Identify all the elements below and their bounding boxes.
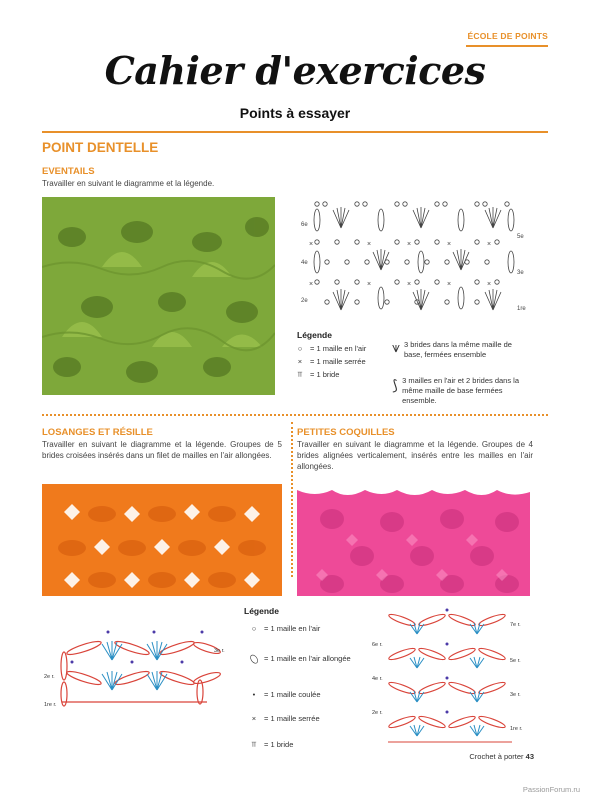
diagram-row-label: 7e r.: [510, 622, 521, 628]
eventails-swatch-image: [42, 197, 275, 395]
diagram-row-label: 3e r.: [510, 692, 521, 698]
eventails-heading: EVENTAILS: [42, 166, 95, 177]
page-footer: [469, 752, 534, 761]
title-divider: [42, 131, 548, 133]
legend-item: × = 1 maille serrée: [248, 714, 320, 724]
watermark: PassionForum.ru: [522, 785, 580, 794]
losanges-text: Travailler en suivant le diagramme et la légende. Groupes de 5 brides croisées insérés dans un filet de mailles en l'air allongées.: [42, 440, 282, 460]
diagram-row-label: 5e r.: [510, 658, 521, 664]
svg-text:×: ×: [487, 241, 492, 248]
section-tag: ÉCOLE DE POINTS: [467, 31, 548, 41]
legend-item: ⩛ 3 brides dans la même maille de base, fermées ensemble: [392, 339, 512, 359]
legend-item: ○ = 1 maille en l'air: [294, 344, 366, 354]
legend-title: Légende: [244, 606, 279, 616]
losanges-heading: LOSANGES ET RÉSILLE: [42, 427, 153, 438]
diagram-row-label: 6e: [301, 222, 308, 228]
single-crochet-icon: ×: [251, 714, 257, 723]
diagram-row-label: 5e: [517, 234, 524, 240]
diagram-row-label: 2e r.: [372, 710, 383, 716]
coquilles-heading: PETITES COQUILLES: [297, 427, 395, 438]
elongated-chain-icon: ⬯: [246, 651, 262, 667]
diagram-row-label: 1re r.: [44, 702, 57, 708]
svg-text:×: ×: [367, 281, 372, 288]
svg-text:×: ×: [309, 241, 314, 248]
chain-stitch-icon: ○: [251, 624, 257, 633]
page-title: Cahier d'exercices: [104, 48, 486, 93]
legend-item: × = 1 maille serrée: [294, 357, 366, 367]
section-title: POINT DENTELLE: [42, 140, 159, 155]
page-number: 43: [525, 752, 534, 761]
svg-text:×: ×: [367, 241, 372, 248]
coquilles-swatch-image: [297, 484, 530, 596]
eventails-diagram: [297, 198, 529, 316]
diagram-row-label: 4e r.: [372, 676, 383, 682]
coquilles-diagram: [372, 606, 530, 748]
diagram-row-label: 2e: [301, 298, 308, 304]
single-crochet-icon: ×: [297, 357, 303, 366]
page-subtitle: Points à essayer: [239, 105, 351, 121]
legend-item: ⫪ = 1 bride: [248, 740, 293, 750]
diagram-row-label: 1re r.: [510, 726, 523, 732]
section-divider: [42, 414, 548, 416]
losanges-swatch-image: [42, 484, 282, 596]
slip-stitch-icon: •: [252, 690, 256, 699]
eventails-legend-title: Légende: [297, 330, 332, 340]
diagram-row-label: 1re: [517, 306, 526, 312]
diagram-row-label: 2e r.: [44, 674, 55, 680]
magazine-name: Crochet à porter: [469, 752, 524, 761]
svg-text:×: ×: [487, 281, 492, 288]
chain-stitch-icon: ○: [297, 344, 303, 353]
losanges-diagram: [42, 628, 232, 708]
svg-text:×: ×: [447, 241, 452, 248]
diagram-row-label: 3e r.: [214, 648, 225, 654]
diagram-row-label: 3e: [517, 270, 524, 276]
svg-text:×: ×: [407, 281, 412, 288]
double-crochet-icon: ⫪: [251, 740, 257, 749]
three-dc-cluster-icon: ⩛: [392, 339, 400, 355]
diagram-row-label: 6e r.: [372, 642, 383, 648]
three-ch-two-dc-cluster-icon: ⟆: [392, 377, 398, 393]
column-divider: [291, 422, 293, 577]
header-divider: [466, 45, 548, 47]
svg-text:×: ×: [447, 281, 452, 288]
svg-text:×: ×: [309, 281, 314, 288]
eventails-text: Travailler en suivant le diagramme et la légende.: [42, 179, 215, 188]
legend-item: ⬯ = 1 maille en l'air allongée: [246, 651, 351, 667]
legend-item: • = 1 maille coulée: [248, 690, 321, 700]
coquilles-text: Travailler en suivant le diagramme et la légende. Groupes de 4 brides alignées verticalement, insérés entre les mailles en l'air allongées.: [297, 440, 533, 471]
double-crochet-icon: ⫪: [297, 370, 303, 379]
legend-item: ⫪ = 1 bride: [294, 370, 339, 380]
svg-text:×: ×: [407, 241, 412, 248]
legend-item: ⟆ 3 mailles en l'air et 2 brides dans la même maille de base fermées ensemble.: [392, 376, 520, 405]
diagram-row-label: 4e: [301, 260, 308, 266]
legend-item: ○ = 1 maille en l'air: [248, 624, 320, 634]
